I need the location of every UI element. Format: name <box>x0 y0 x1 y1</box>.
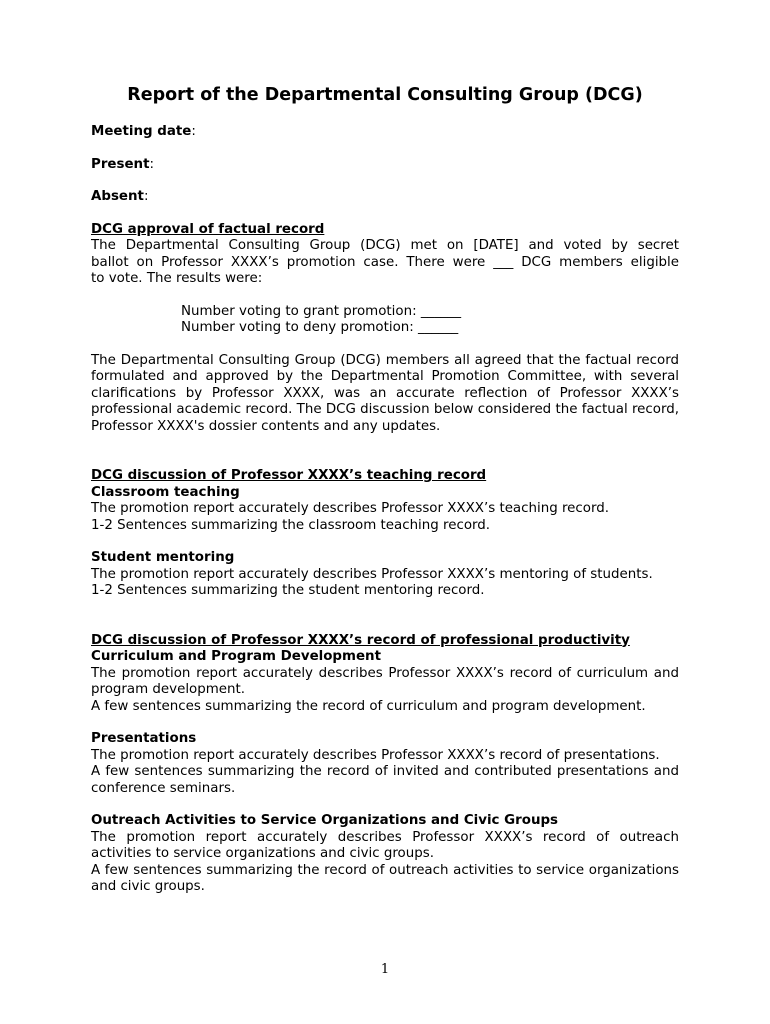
classroom-line1: The promotion report accurately describes Professor XXXX’s teaching record. <box>91 501 609 516</box>
outreach-line2: A few sentences summarizing the record of outreach activities to service organizations and civic groups. <box>91 862 679 894</box>
meeting-date-label: Meeting date <box>91 124 192 139</box>
curriculum-line2: A few sentences summarizing the record of curriculum and program development. <box>91 698 646 714</box>
approval-para1-line2: ballot on Professor XXXX’s promotion case. There were ___ DCG members eligible <box>91 254 679 270</box>
mentoring-line1: The promotion report accurately describes Professor XXXX’s mentoring of students. <box>91 566 653 582</box>
colon: : <box>149 156 155 172</box>
colon: : <box>143 189 149 204</box>
present-field <box>91 157 679 174</box>
absent-field <box>91 189 679 206</box>
page-number: 1 <box>380 962 390 977</box>
outreach-heading: Outreach Activities to Service Organizations and Civic Groups <box>91 813 559 828</box>
approval-para1-line3: to vote. The results were: <box>91 271 263 286</box>
approval-heading: DCG approval of factual record <box>91 221 325 237</box>
vote-grant: Number voting to grant promotion: ______ <box>181 303 462 319</box>
curriculum-heading: Curriculum and Program Development <box>91 649 381 664</box>
outreach-line1: The promotion report accurately describes Professor XXXX’s record of outreach activities to service organizations and civic groups. <box>91 829 679 861</box>
vote-deny: Number voting to deny promotion: ______ <box>181 320 459 335</box>
classroom-heading: Classroom teaching <box>91 484 240 500</box>
absent-label: Absent <box>91 189 144 204</box>
productivity-heading: DCG discussion of Professor XXXX’s record of professional productivity <box>91 632 630 648</box>
mentoring-line2: 1-2 Sentences summarizing the student mentoring record. <box>91 583 485 598</box>
document-body <box>91 84 679 896</box>
page-title: Report of the Departmental Consulting Group (DCG) <box>127 85 643 105</box>
presentations-line2: A few sentences summarizing the record of invited and contributed presentations and conference seminars. <box>91 764 679 796</box>
vote-results <box>181 304 679 337</box>
presentations-heading: Presentations <box>91 731 197 746</box>
classroom-line2: 1-2 Sentences summarizing the classroom teaching record. <box>91 517 491 533</box>
approval-para1-line1: The Departmental Consulting Group (DCG) met on [DATE] and voted by secret <box>91 238 679 253</box>
meeting-date-field <box>91 124 679 141</box>
colon: : <box>191 124 196 139</box>
teaching-heading: DCG discussion of Professor XXXX’s teaching record <box>91 468 487 483</box>
approval-para2: The Departmental Consulting Group (DCG) members all agreed that the factual record formulated and approved by the Departmental Promotion Committee, with several clarifications by Professor XXXX, was an accurate reflection of Professor XXXX’s professional academic record. The DCG discussion below considered the factual record, Professor XXXX's dossier contents and any updates. <box>91 352 679 434</box>
presentations-line1: The promotion report accurately describes Professor XXXX’s record of presentations. <box>91 747 660 763</box>
present-label: Present <box>91 156 150 172</box>
mentoring-heading: Student mentoring <box>91 550 235 565</box>
curriculum-line1: The promotion report accurately describes Professor XXXX’s record of curriculum and program development. <box>91 665 679 697</box>
